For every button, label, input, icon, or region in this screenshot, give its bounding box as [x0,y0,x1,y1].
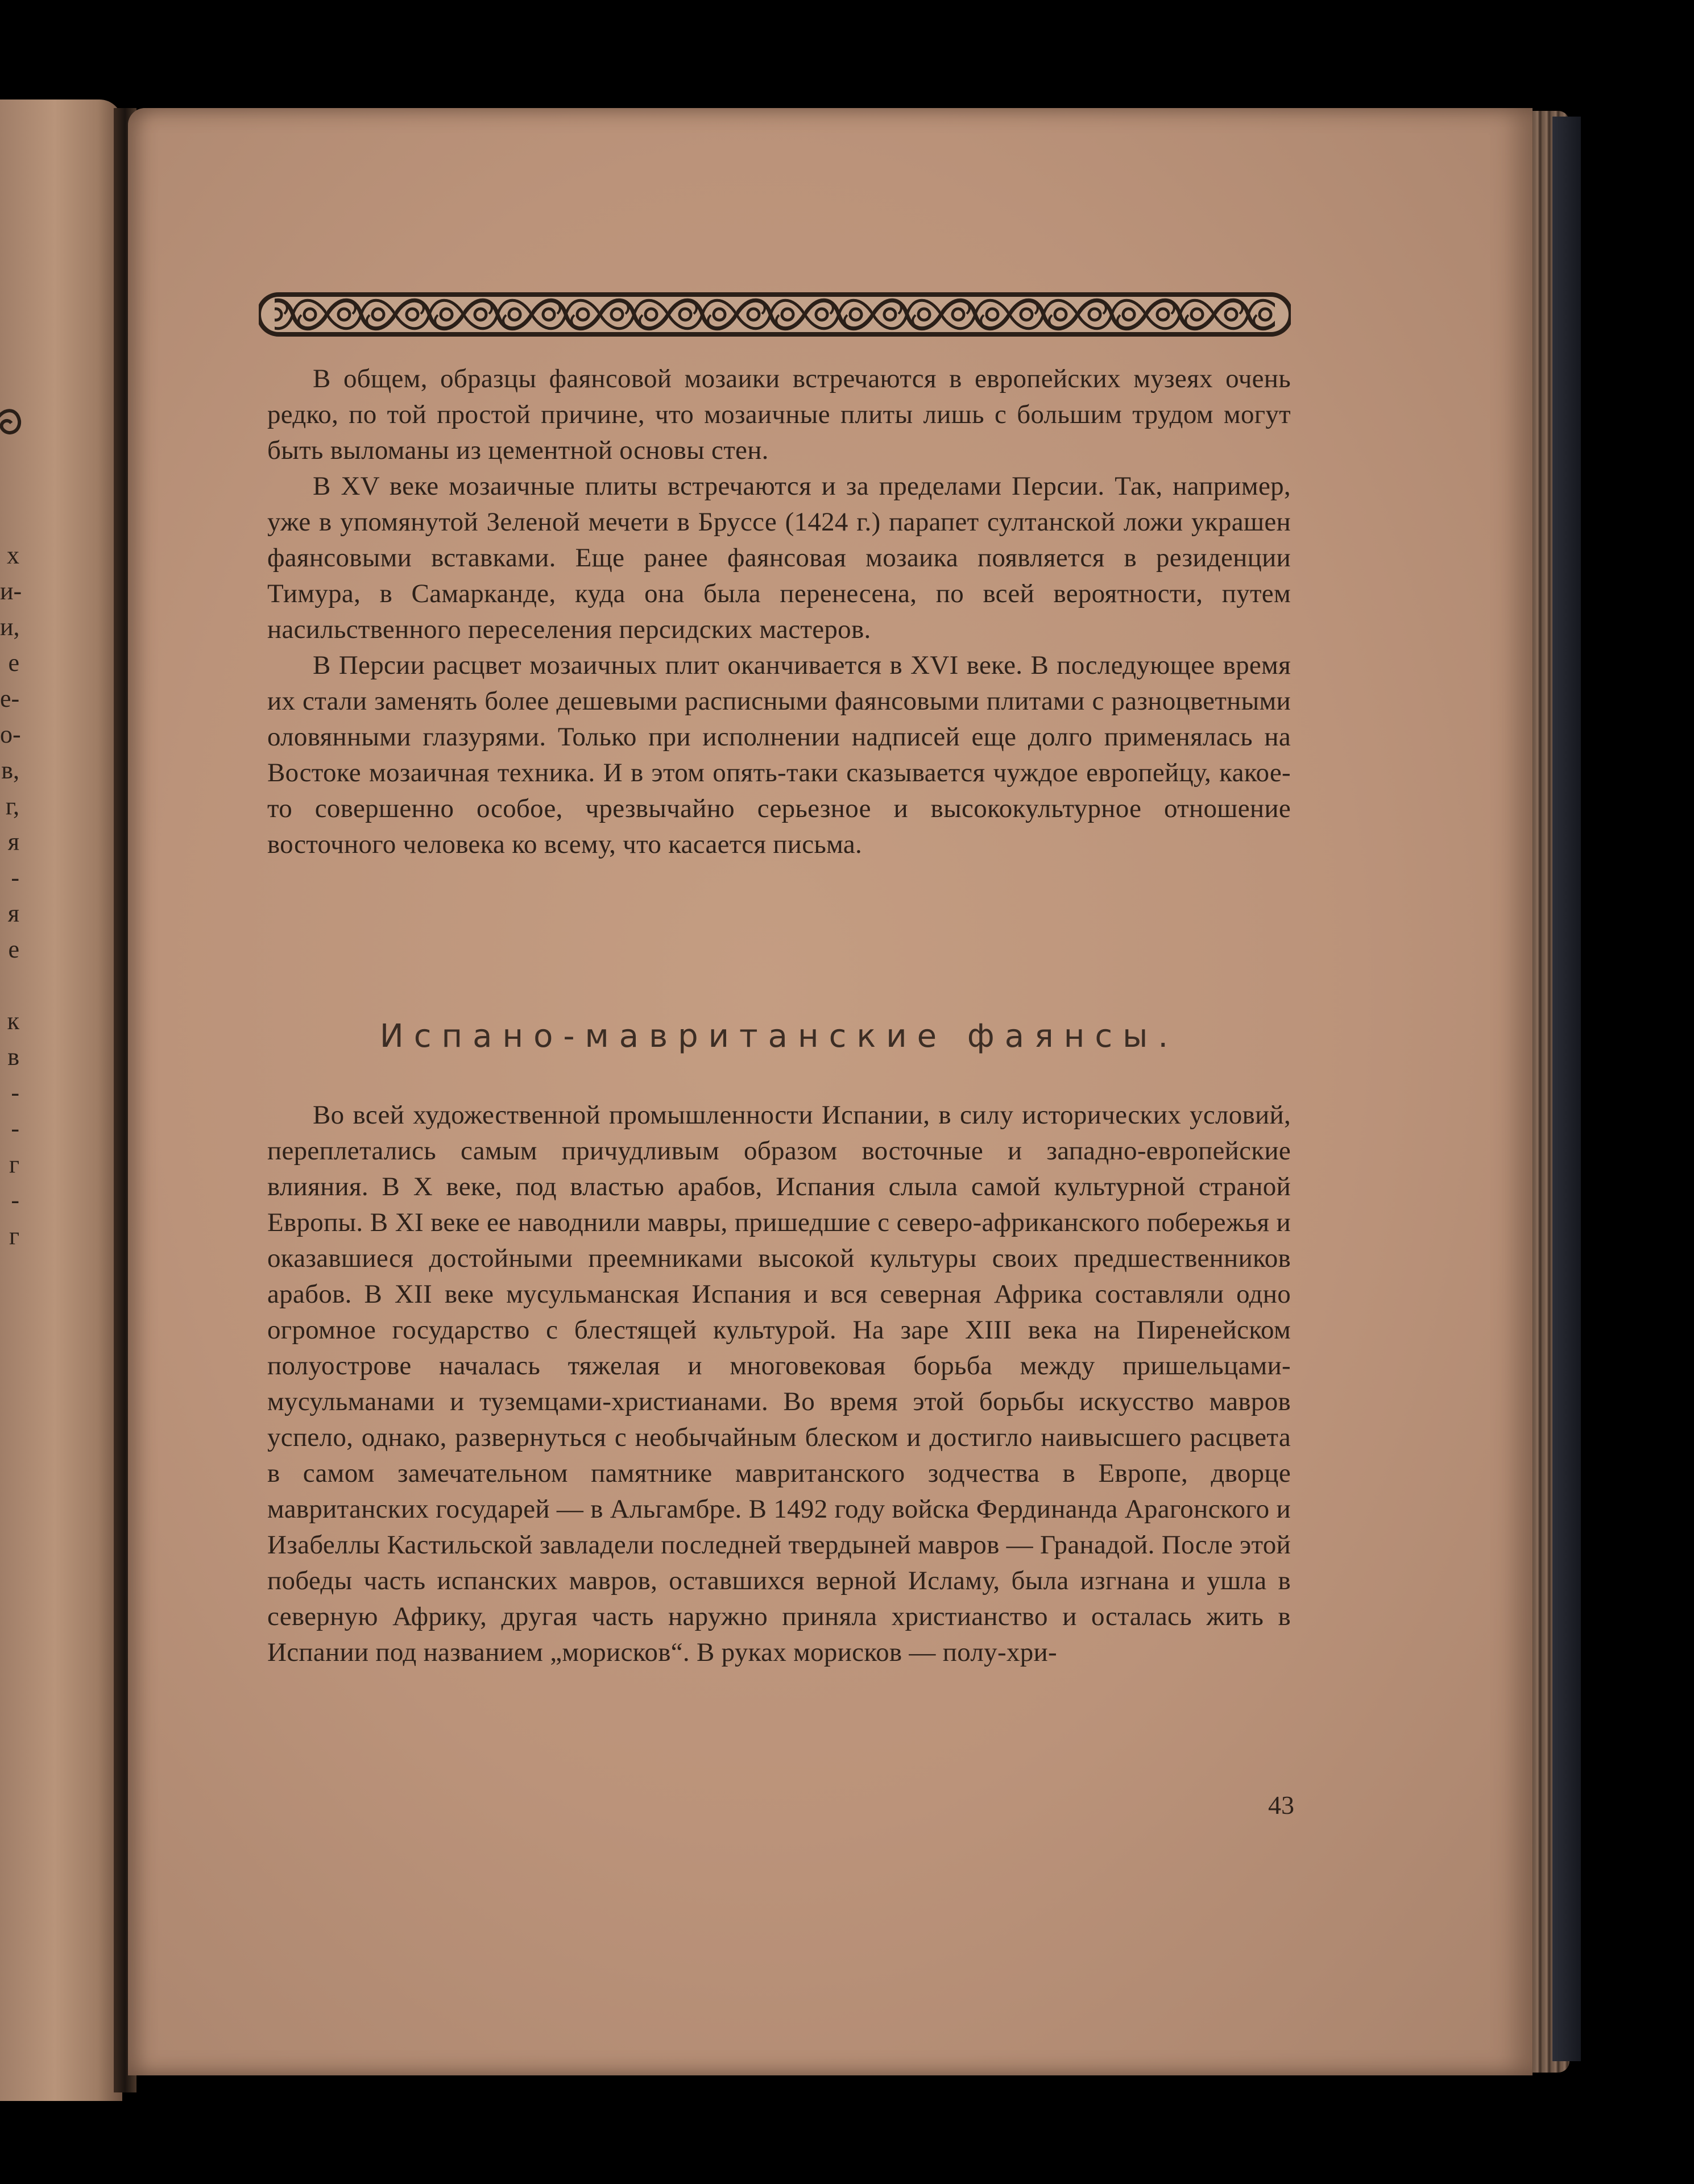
left-page-edge-char: г [9,1222,19,1250]
left-page-edge-char: - [11,1114,19,1142]
left-page-edge-char: я [7,900,19,927]
book-cover-edge [1552,117,1581,2061]
paragraph: В общем, образцы фаянсовой мозаики встречаются в европейских музеях очень редко, по той простой причине, что мозаичные плиты лишь с большим трудом могут быть выломаны из цементной основы стен. [267,364,1291,465]
left-page-edge-text [0,537,23,1254]
left-page-edge-char: о- [0,720,21,748]
left-page-edge [0,100,122,2101]
paragraph: В XV веке мозаичные плиты встречаются и за пределами Персии. Так, например, уже в упомянутой Зеленой мечети в Бруссе (1424 г.) парапет султанской ложи украшен фаянсовыми вставками. Еще ранее фаянсовая мозаика появляется в резиденции Тимура, в Самарканде, куда она была перенесена, по всей вероятности, путем насильственного переселения персидских мастеров. [267,471,1291,644]
left-page-edge-char: х [7,541,19,569]
page-number: 43 [1268,1791,1294,1820]
left-page-edge-char: - [11,864,19,892]
left-page-ornament-icon [0,404,23,440]
left-page-edge-char: г, [5,792,19,820]
left-page-edge-char: е- [0,685,20,712]
paragraph: Во всей художественной промышленности Испании, в силу исторических условий, переплетались самым причудливым образом восточные и западно-европейские влияния. В X веке, под властью арабов, Испания слыла самой культурной страной Европы. В XI веке ее наводнили мавры, пришедшие с северо-африканского побережья и оказавшиеся достойными преемниками высокой культуры своих предшественников арабов. В XII веке мусульманская Испания и вся северная Африка составляли одно огромное государство с блестящей культурой. На заре XIII века на Пиренейском полуострове началась тяжелая и многовековая борьба между пришельцами-мусульманами и туземцами-христианами. Во время этой борьбы искусство мавров успело, однако, развернуться с необычайным блеском и достигло наивысшего расцвета в самом замечательном памятнике мавританского зодчества в Европе, дворце мавританских государей — в Альгамбре. В 1492 году войска Фердинанда Арагонского и Изабеллы Кастильской завладели последней твердыней мавров — Гранадой. После этой победы часть испанских мавров, оставшихся верной Исламу, была изгнана и ушла в северную Африку, другая часть наружно приняла христианство и осталась жить в Испании под названием „морисков“. В руках морисков — полу-хри- [267,1100,1291,1667]
left-page-edge-char: в [7,1043,19,1071]
left-page-edge-char: в, [1,756,19,784]
section-heading: Испано-мавританские фаянсы. [379,1018,1179,1055]
header-ornament-icon [259,291,1291,338]
left-page-edge-char: я [7,828,19,856]
text-block-bottom [267,1097,1291,1671]
left-page-edge-char: - [11,1079,19,1106]
paragraph: В Персии расцвет мозаичных плит оканчивается в XVI веке. В последующее время их стали заменять более дешевыми расписными фаянсовыми плитами с разноцветными оловянными глазурями. Только при исполнении надписей еще долго применялась на Востоке мозаичная техника. И в этом опять-таки сказывается чуждое европейцу, какое-то совершенно особое, чрезвычайно серьезное и высококультурное отношение восточного человека ко всему, что касается письма. [267,650,1291,859]
left-page-edge-char: е [8,649,19,677]
left-page-edge-char: г [9,1150,19,1178]
left-page-edge-char: и, [0,613,20,641]
left-page-edge-char: и- [0,577,22,605]
left-page-edge-char: - [11,1186,19,1214]
text-block-top [267,361,1291,863]
left-page-edge-char [0,967,23,1003]
left-page-edge-char: е [8,935,19,963]
left-page-edge-char: к [7,1007,19,1035]
